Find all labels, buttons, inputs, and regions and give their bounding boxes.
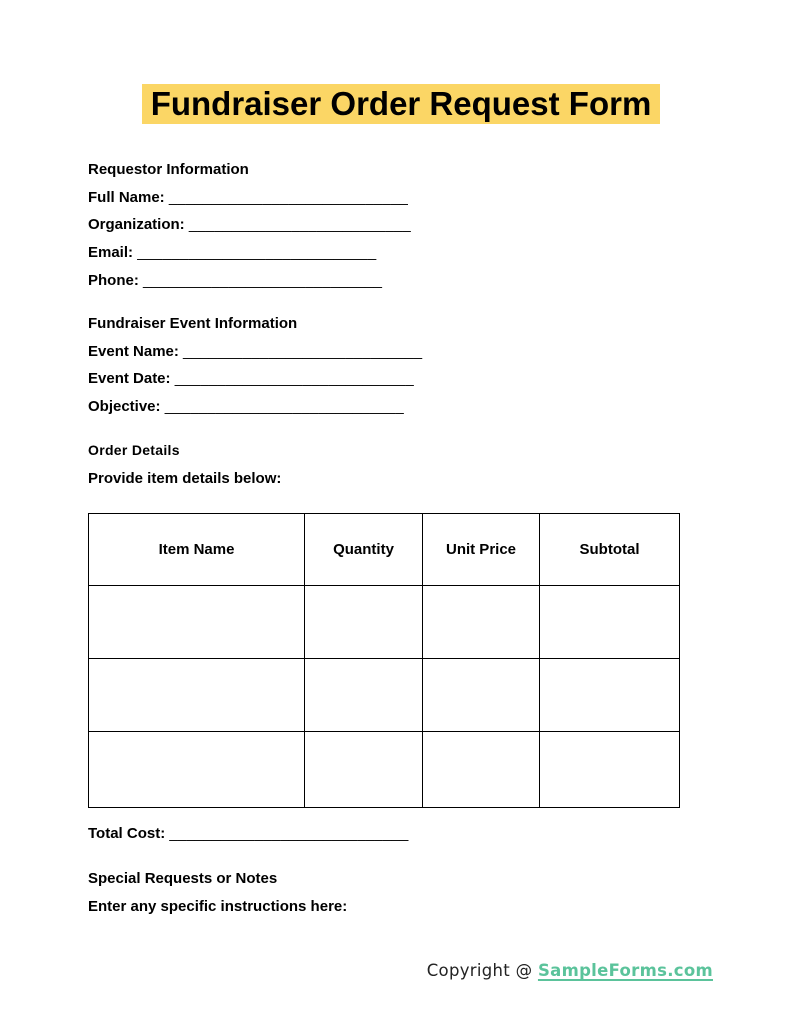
- cell-item-name: [89, 659, 305, 732]
- title-row: [0, 84, 802, 124]
- table-row: [89, 732, 680, 808]
- cell-item-name: [89, 586, 305, 659]
- phone-blank-line: ____________________________: [143, 271, 383, 289]
- sampleforms-link[interactable]: SampleForms.com: [537, 961, 713, 980]
- column-header-unit-price: Unit Price: [423, 514, 540, 586]
- phone-label: Phone:: [88, 271, 139, 289]
- event-name-field: [88, 338, 422, 366]
- table-row: [89, 586, 680, 659]
- organization-label: Organization:: [88, 216, 185, 234]
- event-name-label: Event Name:: [88, 342, 179, 360]
- section-special-requests: [88, 865, 347, 920]
- column-header-item-name: Item Name: [89, 514, 305, 586]
- email-label: Email:: [88, 244, 134, 262]
- email-blank-line: ____________________________: [137, 244, 377, 262]
- total-cost-label: Total Cost:: [88, 825, 166, 842]
- footer: [427, 961, 713, 980]
- cell-subtotal: [540, 586, 680, 659]
- event-date-field: [88, 365, 422, 393]
- copyright-text: Copyright @: [426, 961, 533, 980]
- event-date-blank-line: ____________________________: [174, 370, 414, 388]
- cell-unit-price: [423, 732, 540, 808]
- full-name-field: [88, 184, 411, 212]
- special-requests-heading: Special Requests or Notes: [88, 870, 278, 887]
- cell-quantity: [305, 586, 423, 659]
- event-date-label: Event Date:: [88, 370, 171, 388]
- total-cost-row: [88, 820, 409, 848]
- order-details-heading: Order Details: [88, 442, 180, 458]
- organization-blank-line: __________________________: [188, 216, 411, 234]
- email-field: [88, 239, 411, 267]
- cell-subtotal: [540, 659, 680, 732]
- phone-field: [88, 267, 411, 295]
- full-name-blank-line: ____________________________: [168, 188, 409, 206]
- objective-field: [88, 393, 422, 421]
- table-row: [89, 659, 680, 732]
- form-title: Fundraiser Order Request Form: [142, 84, 661, 124]
- requestor-section-heading: Requestor Information: [88, 161, 249, 178]
- cell-item-name: [89, 732, 305, 808]
- cell-subtotal: [540, 732, 680, 808]
- order-items-table: [88, 513, 680, 808]
- section-order-details: [88, 437, 281, 492]
- column-header-quantity: Quantity: [305, 514, 423, 586]
- event-name-blank-line: ____________________________: [183, 342, 423, 360]
- total-cost-blank-line: ____________________________: [169, 825, 409, 842]
- column-header-subtotal: Subtotal: [540, 514, 680, 586]
- section-requestor-information: [88, 156, 411, 295]
- cell-quantity: [305, 659, 423, 732]
- section-event-information: [88, 310, 422, 421]
- organization-field: [88, 211, 411, 239]
- objective-blank-line: ____________________________: [164, 398, 404, 416]
- cell-unit-price: [423, 586, 540, 659]
- full-name-label: Full Name:: [88, 188, 165, 206]
- event-section-heading: Fundraiser Event Information: [88, 315, 298, 332]
- cell-quantity: [305, 732, 423, 808]
- instructions-prompt: Enter any specific instructions here:: [88, 897, 348, 915]
- cell-unit-price: [423, 659, 540, 732]
- order-details-subheading: Provide item details below:: [88, 469, 282, 487]
- table-header-row: [89, 514, 680, 586]
- objective-label: Objective:: [88, 398, 161, 416]
